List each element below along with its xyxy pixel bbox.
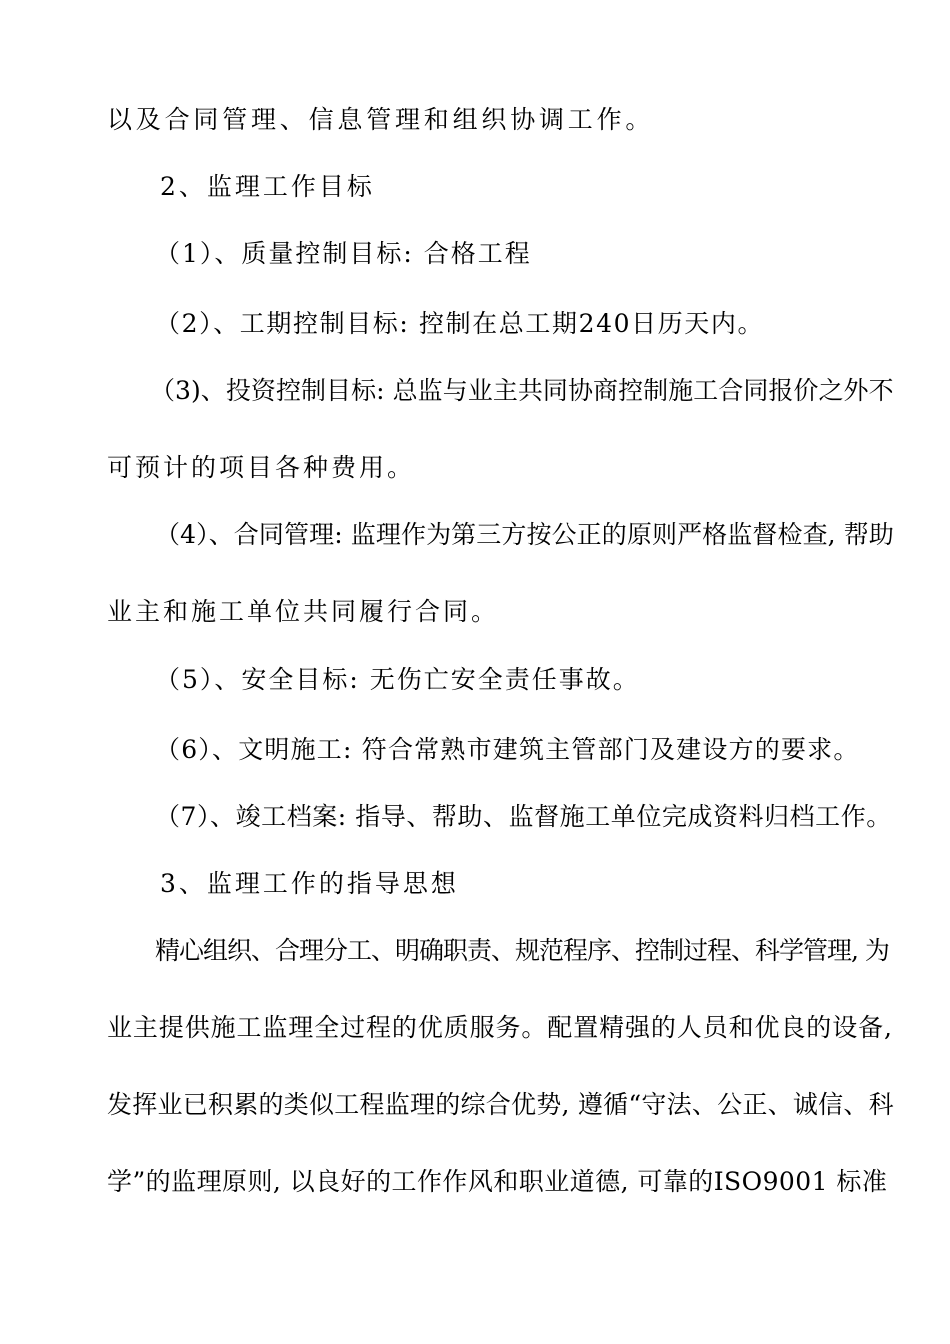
paragraph-line: （1）、质量控制目标: 合格工程 <box>155 239 532 268</box>
paragraph-line: （4）、合同管理: 监理作为第三方按公正的原则严格监督检查, 帮助 <box>155 520 894 549</box>
paragraph-line: 业主和施工单位共同履行合同。 <box>107 597 500 626</box>
paragraph-line: （6）、文明施工: 符合常熟市建筑主管部门及建设方的要求。 <box>155 735 860 764</box>
paragraph-line: 以及合同管理、信息管理和组织协调工作。 <box>107 105 655 134</box>
paragraph-line: （2）、工期控制目标: 控制在总工期240日历天内。 <box>155 309 765 338</box>
paragraph-line: （7）、竣工档案: 指导、帮助、监督施工单位完成资料归档工作。 <box>155 802 892 831</box>
paragraph-line: （3)、投资控制目标: 总监与业主共同协商控制施工合同报价之外不 <box>150 376 894 405</box>
paragraph-line: 发挥业已积累的类似工程监理的综合优势, 遵循“守法、公正、诚信、科 <box>107 1090 894 1119</box>
paragraph-line: 学”的监理原则, 以良好的工作作风和职业道德, 可靠的ISO9001 标准 <box>107 1167 888 1196</box>
paragraph-line: 业主提供施工监理全过程的优质服务。配置精强的人员和优良的设备, <box>107 1013 893 1042</box>
paragraph-line: （5）、安全目标: 无伤亡安全责任事故。 <box>155 665 640 694</box>
paragraph-line: 可预计的项目各种费用。 <box>107 453 416 482</box>
paragraph-line: 精心组织、合理分工、明确职责、规范程序、控制过程、科学管理, 为 <box>155 936 889 965</box>
section-heading: 2、监理工作目标 <box>160 172 375 201</box>
section-heading: 3、监理工作的指导思想 <box>160 869 459 898</box>
